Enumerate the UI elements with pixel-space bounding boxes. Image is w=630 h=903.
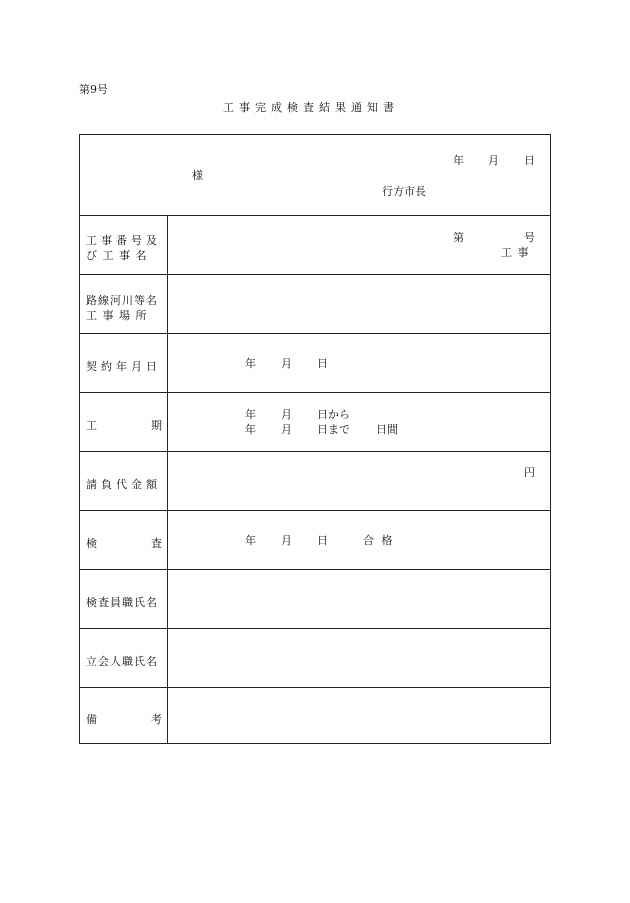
addressee-suffix: 様	[192, 169, 203, 182]
label-cell	[80, 629, 168, 687]
label-right: 査	[151, 537, 162, 550]
row-inspector	[80, 569, 550, 628]
label-line1: 路線河川等名	[86, 294, 158, 307]
start-year-label: 年	[245, 408, 256, 421]
yen-unit: 円	[524, 466, 535, 479]
label-left: 備	[86, 713, 97, 726]
number-prefix: 第	[453, 231, 464, 244]
month-label: 月	[281, 357, 292, 370]
label-cell	[80, 393, 168, 451]
label-cell	[80, 334, 168, 392]
label-line2: 工 事 場 所	[86, 309, 148, 322]
year-label: 年	[245, 534, 256, 547]
label-left: 工	[86, 419, 97, 432]
label-text: 検査員職氏名	[86, 596, 158, 609]
row-witness	[80, 628, 550, 687]
label-cell	[80, 511, 168, 569]
duration-days-label: 日間	[376, 423, 398, 436]
day-label: 日	[317, 534, 328, 547]
label-left: 検	[86, 537, 97, 550]
label-cell	[80, 275, 168, 333]
date-day-label: 日	[524, 154, 535, 167]
notice-table	[79, 134, 551, 744]
end-year-label: 年	[245, 423, 256, 436]
date-month-label: 月	[488, 154, 499, 167]
row-period	[80, 392, 550, 451]
label-line2: び 工 事 名	[86, 249, 148, 262]
document-title: 工事完成検査結果通知書	[223, 101, 399, 114]
day-label: 日	[317, 357, 328, 370]
start-month-label: 月	[281, 408, 292, 421]
result-passed: 合 格	[363, 534, 395, 547]
date-year-label: 年	[453, 154, 464, 167]
end-month-label: 月	[281, 423, 292, 436]
issuer-name: 行方市長	[382, 185, 426, 198]
number-suffix: 号	[524, 231, 535, 244]
label-cell	[80, 570, 168, 628]
label-right: 考	[151, 713, 162, 726]
end-day-label: 日まで	[317, 423, 350, 436]
row-contract-amount	[80, 451, 550, 510]
label-text: 立会人職氏名	[86, 655, 158, 668]
row-inspection	[80, 510, 550, 569]
construction-suffix: 工 事	[501, 246, 530, 259]
start-day-label: 日から	[317, 408, 350, 421]
label-line1: 工事番号及	[86, 234, 161, 247]
label-cell	[80, 452, 168, 510]
label-text: 契約年月日	[86, 360, 161, 373]
label-cell	[80, 688, 168, 744]
label-cell	[80, 216, 168, 274]
row-remarks	[80, 687, 550, 744]
year-label: 年	[245, 357, 256, 370]
row-site	[80, 274, 550, 333]
label-right: 期	[151, 419, 162, 432]
label-text: 請負代金額	[86, 478, 161, 491]
row-contract-date	[80, 333, 550, 392]
row-construction-number	[80, 215, 550, 274]
month-label: 月	[281, 534, 292, 547]
form-number: 第9号	[79, 83, 108, 96]
